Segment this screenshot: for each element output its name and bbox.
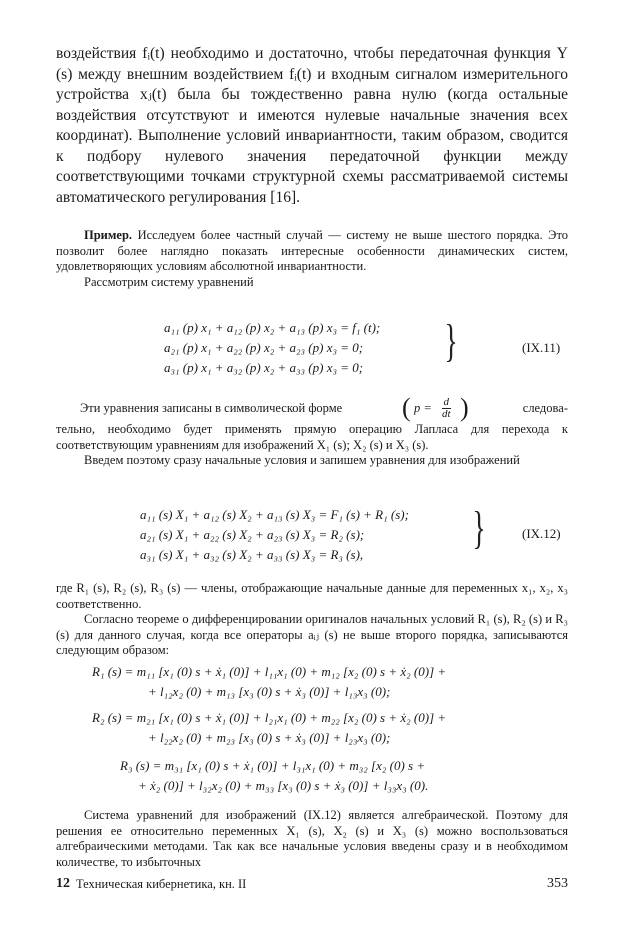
text-block-2	[56, 422, 568, 469]
symbolic-p: p =	[414, 401, 432, 415]
paragraph-where: где R₁ (s), R₂ (s), R₃ (s) — члены, отображающие начальные данные для переменных x₁, x₂, x₃ соответственно.	[56, 581, 568, 611]
paragraph-example	[56, 228, 568, 275]
footer-title: Техническая кибернетика, кн. II	[76, 877, 247, 891]
symbolic-before: Эти уравнения записаны в символической форме	[80, 401, 343, 415]
eq11-line-3: a₃₁ (p) x₁ + a₃₂ (p) x₂ + a₃₃ (p) x₃ = 0;	[164, 360, 364, 375]
r2-line-1: R₂ (s) = m₂₁ [x₁ (0) s + ẋ₁ (0)] + l₂₁x₁ (0) + m₂₂ [x₂ (0) s + ẋ₂ (0)] +	[92, 710, 447, 725]
right-brace-icon: }	[444, 315, 458, 366]
paragraph-laplace: тельно, необходимо будет применять прямую операцию Лапласа для перехода к соответствующим уравнениям для изображений X₁ (s); X₂ (s) и X₃ (s).	[56, 422, 568, 452]
paragraph-theorem: Согласно теореме о дифференцировании оригиналов начальных условий R₁ (s), R₂ (s) и R₃ (s) для данного случая, когда все операторы aᵢⱼ (s) не выше второго порядка, записываются следующим образом:	[56, 612, 568, 657]
text-block-3	[56, 581, 568, 659]
paragraph-final: Система уравнений для изображений (IX.12) является алгебраической. Поэтому для решения ее относительно переменных X₁ (s), X₂ (s) и X₃ (s) можно воспользоваться алгебраическими методами. Так как все начальные условия введены сразу и в необходимом количестве, то избыточных	[56, 808, 568, 869]
signature-number: 12	[56, 876, 70, 891]
example-block	[56, 228, 568, 290]
page-number: 353	[547, 876, 568, 891]
example-text: Исследуем более частный случай — систему не выше шестого порядка. Это позволит более наглядно показать интересные особенности динамических систем, удовлетворяющих условиям абсолютной инвариантности.	[56, 228, 568, 273]
eq12-line-3: a₃₁ (s) X₁ + a₃₂ (s) X₂ + a₃₃ (s) X₃ = R₃ (s),	[140, 547, 364, 562]
eq12-line-2: a₂₁ (s) X₁ + a₂₂ (s) X₂ + a₂₃ (s) X₃ = R₂ (s);	[140, 527, 365, 542]
r2-line-2: + l₂₂x₂ (0) + m₂₃ [x₃ (0) s + ẋ₃ (0)] + l₂₃x₃ (0);	[148, 730, 391, 745]
right-brace-icon: }	[472, 502, 486, 553]
paragraph-consider: Рассмотрим систему уравнений	[84, 274, 254, 289]
r3-line-1: R₃ (s) = m₃₁ [x₁ (0) s + ẋ₁ (0)] + l₃₁x₁ (0) + m₃₂ [x₂ (0) s +	[120, 758, 426, 773]
eq11-number: (IX.11)	[522, 340, 561, 355]
paren-right-icon: )	[460, 393, 469, 422]
fraction-d-dt	[442, 397, 451, 420]
page-body	[56, 44, 568, 208]
eq11-line-2: a₂₁ (p) x₁ + a₂₂ (p) x₂ + a₂₃ (p) x₃ = 0;	[164, 340, 364, 355]
paragraph-invariance: воздействия fᵢ(t) необходимо и достаточно, чтобы передаточная функция Y (s) между внешним воздействием fᵢ(t) и входным сигналом измерительного устройства xⱼ(t) была бы тождественно равна нулю (когда остальные воздействия отсутствуют и имеются нулевые начальные значения всех координат). Выполнение условий инвариантности, таким образом, сводится к подбору нулевого значения передаточной функции между соответствующими точками структурной схемы рассматриваемой системы автоматического регулирования [16].	[56, 45, 568, 206]
symbolic-line	[56, 394, 568, 424]
eq12-line-1: a₁₁ (s) X₁ + a₁₂ (s) X₂ + a₁₃ (s) X₃ = F₁ (s) + R₁ (s);	[140, 507, 409, 522]
fraction-denominator: dt	[442, 408, 451, 420]
fraction-numerator: d	[443, 396, 450, 408]
paren-left-icon: (	[402, 393, 411, 422]
r1-line-1: R₁ (s) = m₁₁ [x₁ (0) s + ẋ₁ (0)] + l₁₁x₁ (0) + m₁₂ [x₂ (0) s + ẋ₂ (0)] +	[92, 664, 447, 679]
example-label: Пример.	[84, 228, 133, 242]
paragraph-introduce: Введем поэтому сразу начальные условия и запишем уравнения для изображений	[84, 453, 520, 467]
r3-line-2: + ẋ₂ (0)] + l₃₂x₂ (0) + m₃₃ [x₃ (0) s + ẋ₃ (0)] + l₃₃x₃ (0).	[138, 778, 429, 793]
eq11-line-1: a₁₁ (p) x₁ + a₁₂ (p) x₂ + a₁₃ (p) x₃ = f₁ (t);	[164, 320, 381, 335]
text-block-4	[56, 808, 568, 870]
eq12-number: (IX.12)	[522, 526, 561, 541]
symbolic-after: следова-	[522, 401, 568, 415]
r1-line-2: + l₁₂x₂ (0) + m₁₃ [x₃ (0) s + ẋ₃ (0)] + l₁₃x₃ (0);	[148, 684, 391, 699]
